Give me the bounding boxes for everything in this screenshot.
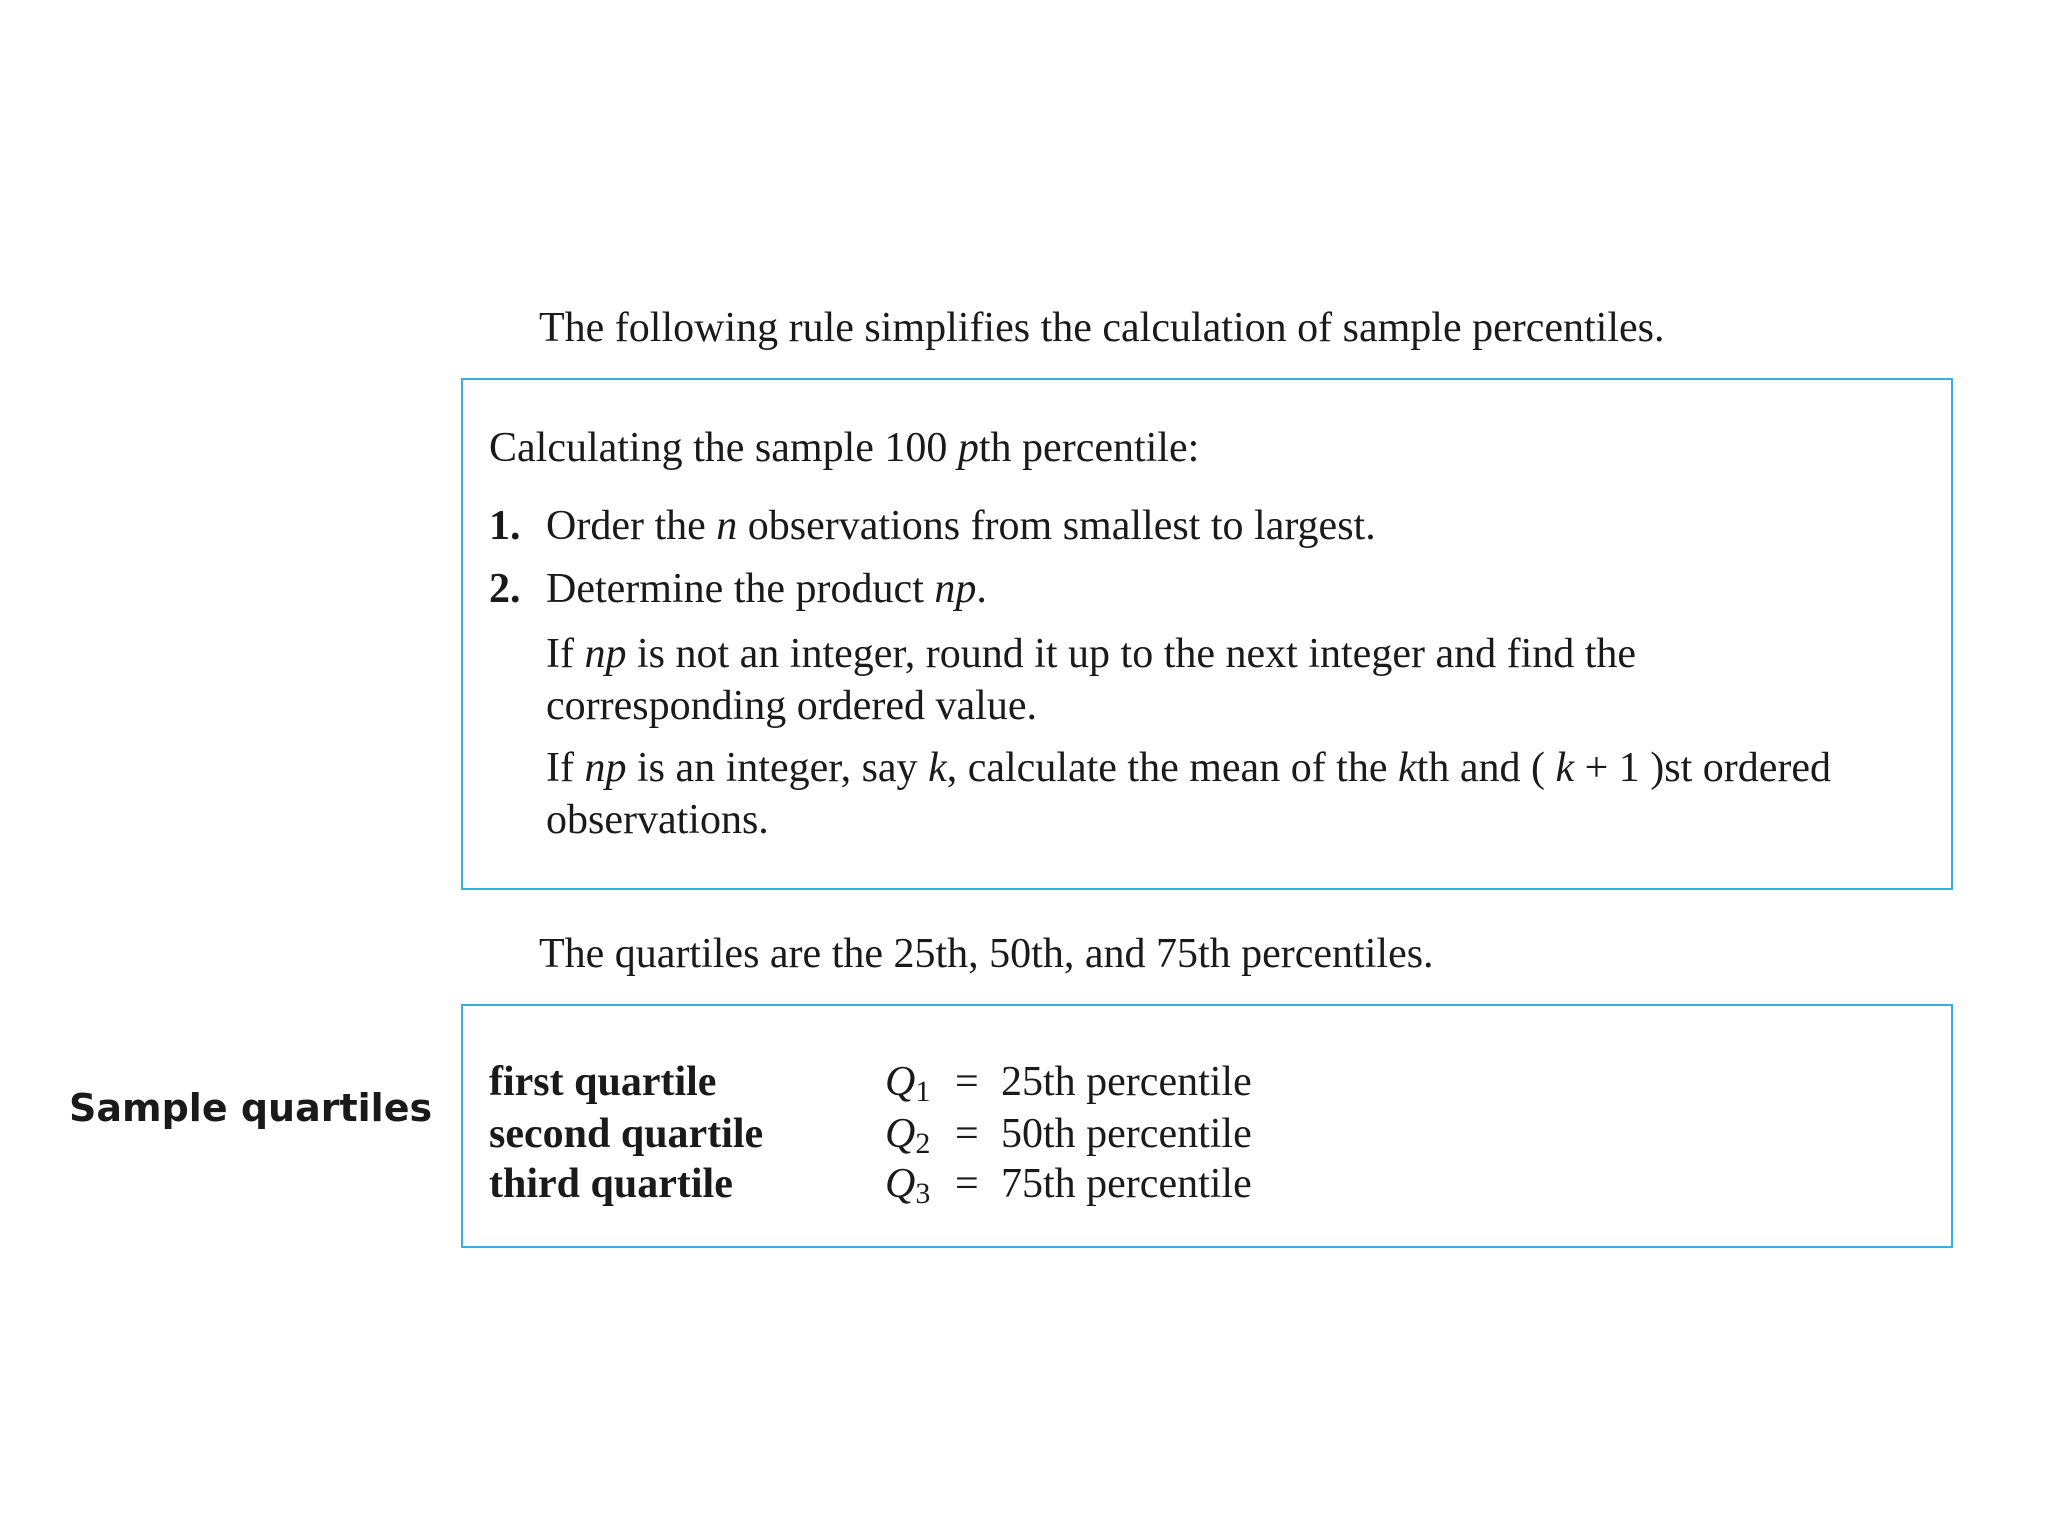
case-var: k (928, 745, 947, 791)
equals-sign: = (955, 1111, 979, 1157)
case-text: th and ( (1416, 745, 1556, 791)
case-text: , calculate the mean of the (946, 745, 1398, 791)
case-line (546, 742, 1831, 794)
quartile-subscript: 1 (915, 1075, 931, 1108)
step-number: 2. (489, 566, 521, 612)
step-number: 1. (489, 503, 521, 549)
step-var: np (934, 566, 977, 612)
quartile-name: first quartile (489, 1059, 717, 1105)
case-var: np (584, 631, 627, 677)
rule-heading-pre: Calculating the sample 100 (489, 425, 958, 471)
percentile-rule-box (461, 378, 1953, 890)
case-integer (546, 742, 1831, 846)
quartile-symbol (885, 1108, 930, 1160)
quartile-symbol-letter: Q (885, 1059, 916, 1105)
step-text: Order the (546, 503, 717, 549)
rule-heading-post: th percentile: (978, 425, 1200, 471)
case-line (546, 628, 1636, 680)
case-line: corresponding ordered value. (546, 683, 1037, 729)
quartile-value: 75th percentile (1001, 1161, 1252, 1207)
case-text: is not an integer, round it up to the next integer and find the (626, 631, 1637, 677)
quartile-value: 50th percentile (1001, 1111, 1252, 1157)
sample-quartiles-label: Sample quartiles (69, 1086, 433, 1130)
quartile-value: 25th percentile (1001, 1059, 1252, 1105)
case-text: If (546, 631, 585, 677)
equals-sign: = (955, 1059, 979, 1105)
quartile-name: third quartile (489, 1161, 733, 1207)
case-var: np (584, 745, 627, 791)
step-text: Determine the product (546, 566, 935, 612)
step-text: observations from smallest to largest. (737, 503, 1376, 549)
case-line: observations. (546, 797, 769, 843)
case-var: k (1555, 745, 1575, 791)
rule-step-2 (489, 561, 987, 617)
quartile-symbol (885, 1056, 930, 1108)
quartiles-intro-text: The quartiles are the 25th, 50th, and 75th percentiles. (539, 931, 1434, 977)
case-text: + 1 )st ordered (1574, 745, 1832, 791)
quartile-subscript: 2 (915, 1127, 931, 1160)
rule-heading-var: p (957, 425, 979, 471)
case-not-integer (546, 628, 1636, 732)
quartile-subscript: 3 (915, 1177, 931, 1210)
equals-sign: = (955, 1161, 979, 1207)
rule-heading (489, 420, 1199, 476)
step-var: n (716, 503, 738, 549)
quartile-symbol (885, 1158, 930, 1210)
rule-step-1 (489, 498, 1376, 554)
quartiles-box (461, 1004, 1953, 1248)
case-var: k (1398, 745, 1417, 791)
quartile-name: second quartile (489, 1111, 764, 1157)
quartile-symbol-letter: Q (885, 1161, 916, 1207)
quartile-symbol-letter: Q (885, 1111, 916, 1157)
case-text: If (546, 745, 585, 791)
case-text: is an integer, say (626, 745, 929, 791)
intro-text: The following rule simplifies the calculation of sample percentiles. (539, 305, 1665, 351)
step-text: . (976, 566, 987, 612)
